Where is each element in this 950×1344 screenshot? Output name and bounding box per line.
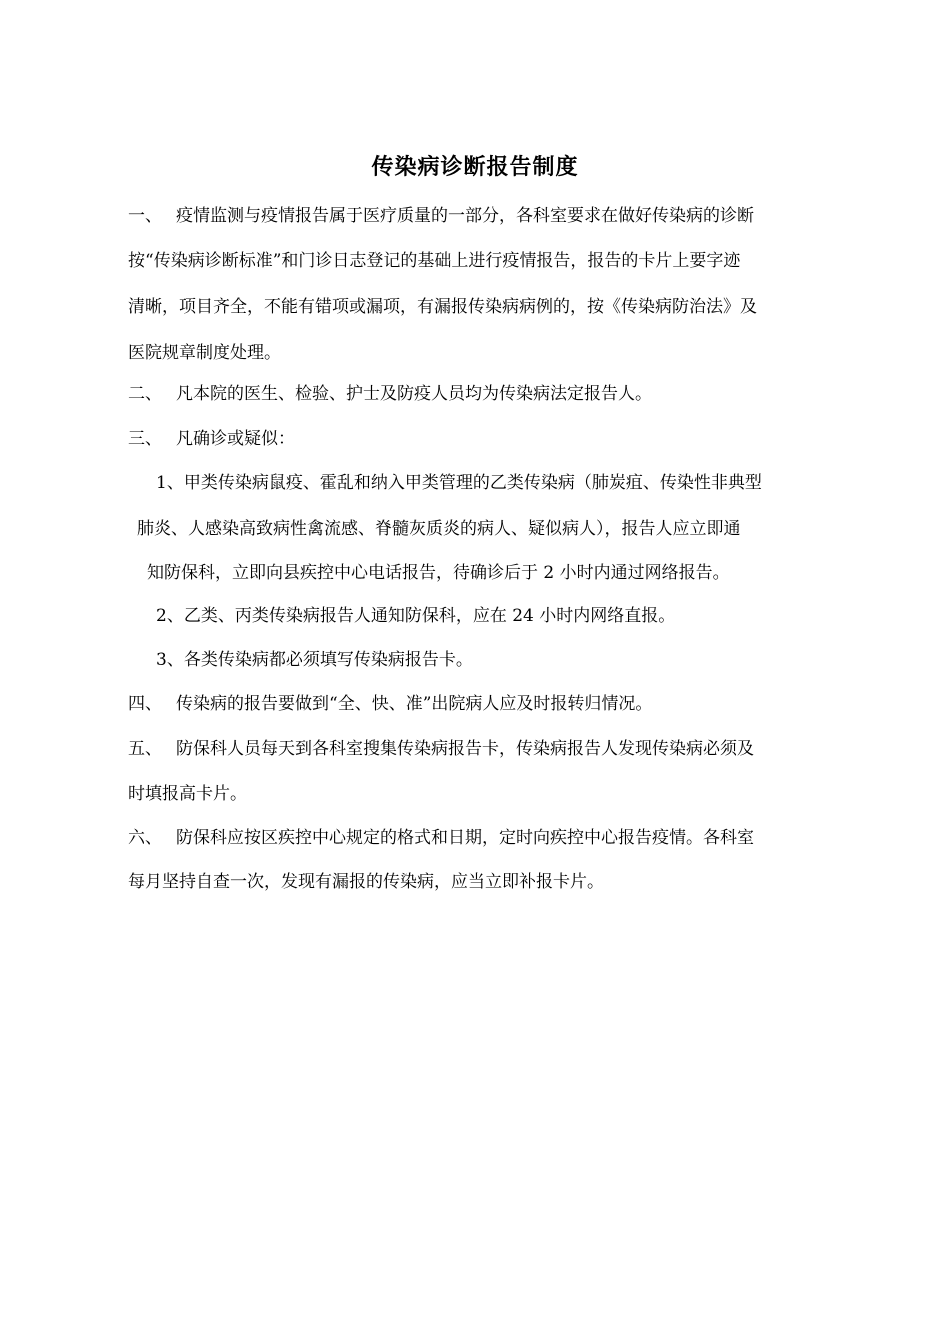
section-number: 一、 [128, 206, 162, 226]
document-title: 传染病诊断报告制度 [371, 155, 579, 180]
section-text: 防保科人员每天到各科室搜集传染病报告卡，传染病报告人发现传染病必须及 [176, 739, 754, 759]
sub-item-3: 3、各类传染病都必须填写传染病报告卡。 [156, 650, 473, 670]
section-text: 凡确诊或疑似： [176, 429, 295, 449]
section-1-line-2: 按“传染病诊断标准”和门诊日志登记的基础上进行疫情报告，报告的卡片上要字迹 [128, 251, 741, 271]
section-text: 凡本院的医生、检验、护士及防疫人员均为传染病法定报告人。 [176, 384, 652, 404]
sub-item-1-line-3: 知防保科，立即向县疾控中心电话报告，待确诊后于 2 小时内通过网络报告。 [147, 563, 730, 583]
section-number: 三、 [128, 429, 162, 449]
section-3-line-1 [128, 427, 295, 451]
section-text: 传染病的报告要做到“全、快、准”出院病人应及时报转归情况。 [176, 694, 653, 714]
sub-item-1-line-2: 肺炎、人感染高致病性禽流感、脊髓灰质炎的病人、疑似病人），报告人应立即通 [137, 519, 741, 539]
section-number: 六、 [128, 828, 162, 848]
section-number: 四、 [128, 694, 162, 714]
sub-item-2: 2、乙类、丙类传染病报告人通知防保科，应在 24 小时内网络直报。 [156, 606, 676, 626]
section-2-line-1 [128, 382, 652, 406]
section-1-line-3: 清晰，项目齐全，不能有错项或漏项，有漏报传染病病例的，按《传染病防治法》及 [128, 297, 757, 317]
sub-item-1-line-1: 1、甲类传染病鼠疫、霍乱和纳入甲类管理的乙类传染病（肺炭疽、传染性非典型 [156, 473, 762, 493]
section-number: 五、 [128, 739, 162, 759]
section-text: 疫情监测与疫情报告属于医疗质量的一部分，各科室要求在做好传染病的诊断 [176, 206, 754, 226]
section-text: 防保科应按区疾控中心规定的格式和日期，定时向疾控中心报告疫情。各科室 [176, 828, 754, 848]
section-5-line-2: 时填报高卡片。 [128, 784, 247, 804]
section-1-line-1 [128, 204, 754, 228]
section-4-line-1 [128, 692, 652, 716]
section-6-line-2: 每月坚持自查一次，发现有漏报的传染病，应当立即补报卡片。 [128, 872, 604, 892]
section-6-line-1 [128, 826, 754, 850]
section-5-line-1 [128, 737, 754, 761]
section-number: 二、 [128, 384, 162, 404]
section-1-line-4: 医院规章制度处理。 [128, 343, 281, 363]
